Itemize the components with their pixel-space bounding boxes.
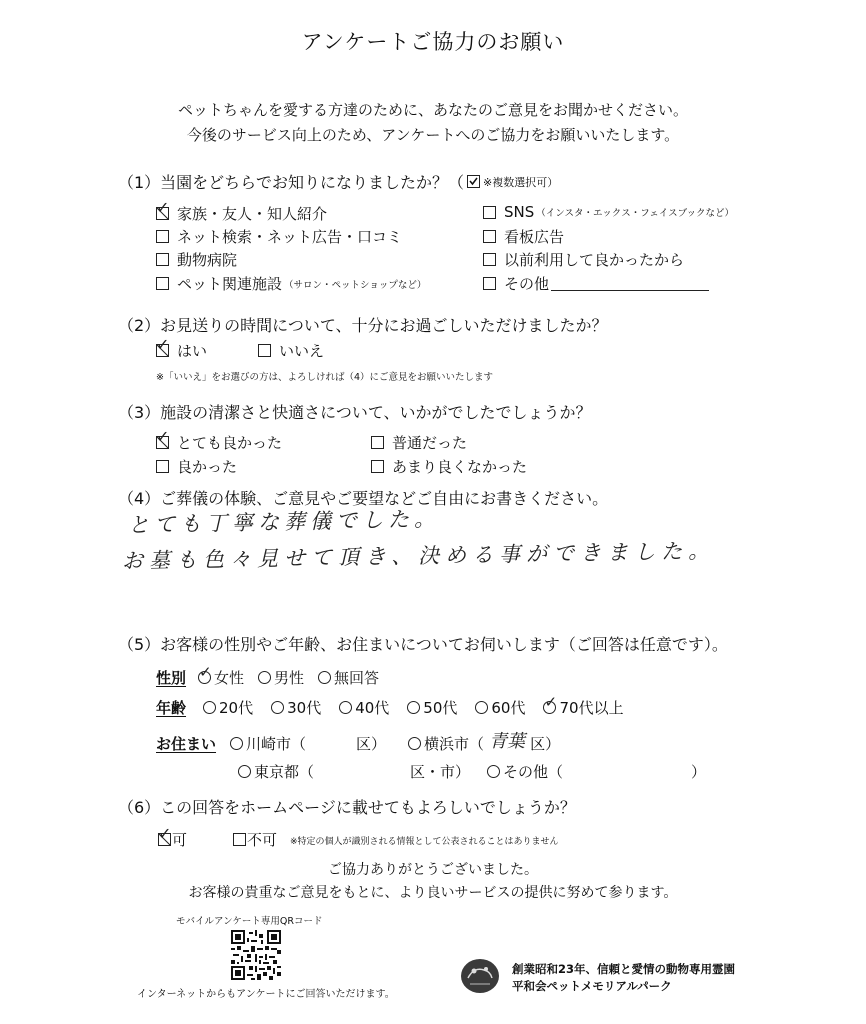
checkbox-icon[interactable]	[483, 206, 496, 219]
residence-label: お住まい	[156, 734, 217, 753]
option-label: 可	[172, 831, 188, 849]
checkbox-checked-icon[interactable]	[156, 198, 170, 220]
checkbox-icon[interactable]	[233, 833, 246, 846]
handwritten-check-icon: ✓	[156, 335, 170, 354]
age-70s-plus[interactable]	[543, 693, 624, 718]
option-sub: （インスタ・エックス・フェイスブックなど）	[536, 208, 734, 219]
radio-icon[interactable]	[475, 701, 488, 714]
intro-line-2: 今後のサービス向上のため、アンケートへのご協力をお願いいたします。	[186, 126, 680, 144]
checkbox-icon[interactable]	[483, 230, 496, 243]
yokohama-label: 横浜市（	[424, 734, 485, 753]
residence-other[interactable]	[487, 761, 706, 782]
option-label: 20代	[219, 699, 254, 717]
q1-option-family[interactable]	[156, 198, 328, 224]
option-label: 40代	[355, 699, 390, 717]
radio-icon[interactable]	[318, 671, 331, 684]
q1-option-other[interactable]	[483, 273, 709, 294]
qr-caption: モバイルアンケート専用QRコード	[176, 916, 323, 927]
kawasaki-ward-label: 区）	[356, 734, 387, 753]
internet-note: インターネットからもアンケートにご回答いただけます。	[137, 989, 395, 1000]
option-label: 女性	[214, 669, 245, 687]
q1-question-text: （1）当園をどちらでお知りになりましたか？（	[118, 173, 465, 192]
age-20s[interactable]	[203, 697, 253, 718]
option-label: ネット検索・ネット広告・口コミ	[177, 228, 403, 246]
page-title: アンケートご協力のお願い	[301, 30, 565, 54]
other-label: その他（	[503, 763, 564, 781]
other-close: ）	[691, 763, 707, 781]
checkbox-icon[interactable]	[156, 277, 169, 290]
option-label: 不可	[247, 831, 278, 849]
age-label: 年齢	[156, 699, 187, 717]
option-label: あまり良くなかった	[392, 458, 528, 476]
handwritten-check-icon: ✓	[156, 198, 170, 217]
q4-handwritten-line-1[interactable]: とても丁寧な葬儀でした。	[127, 506, 441, 538]
option-label: その他	[504, 275, 550, 293]
radio-icon[interactable]	[203, 701, 216, 714]
q3-option-good[interactable]	[156, 456, 237, 477]
q1-option-pet-facility[interactable]	[156, 273, 426, 294]
radio-icon[interactable]	[487, 765, 500, 778]
checkbox-icon[interactable]	[371, 460, 384, 473]
closing-text: お客様の貴重なご意見をもとに、より良いサービスの提供に努めて参ります。	[188, 885, 678, 901]
gender-male[interactable]	[258, 667, 304, 688]
q2-question: （2）お見送りの時間について、十分にお過ごしいただけましたか？	[118, 316, 608, 335]
thanks-text: ご協力ありがとうございました。	[328, 862, 538, 878]
multi-select-checkbox-icon	[467, 175, 480, 188]
age-60s[interactable]	[475, 697, 525, 718]
q6-option-deny[interactable]	[233, 829, 277, 850]
q4-question: （4）ご葬儀の体験、ご意見やご要望などご自由にお書きください。	[118, 489, 609, 508]
q6-question: （6）この回答をホームページに載せてもよろしいでしょうか？	[118, 798, 576, 817]
intro-line-1: ペットちゃんを愛する方達のために、あなたのご意見をお聞かせください。	[177, 101, 688, 119]
checkbox-icon[interactable]	[371, 436, 384, 449]
gender-female[interactable]	[198, 663, 245, 688]
tokyo-label: 東京都（	[254, 763, 315, 781]
option-label: 看板広告	[504, 228, 565, 246]
checkbox-icon[interactable]	[483, 253, 496, 266]
option-label: ペット関連施設	[177, 275, 283, 293]
option-label: 無回答	[334, 669, 380, 687]
residence-tokyo[interactable]	[238, 761, 470, 782]
residence-row-1	[156, 730, 560, 756]
company-line-1: 創業昭和23年、信頼と愛情の動物専用霊園	[512, 962, 736, 976]
q6-note: ※特定の個人が識別される情報として公表されることはありません	[290, 837, 559, 847]
company-line-2: 平和会ペットメモリアルパーク	[512, 979, 672, 993]
q2-option-yes[interactable]	[156, 335, 208, 361]
q5-question: （5）お客様の性別やご年齢、お住まいについてお伺いします（ご回答は任意です）。	[118, 635, 728, 654]
radio-icon[interactable]	[408, 737, 421, 750]
option-label: SNS	[504, 203, 535, 221]
gender-row	[156, 663, 380, 688]
checkbox-icon[interactable]	[156, 230, 169, 243]
q3-option-very-good[interactable]	[156, 427, 283, 453]
qr-code-icon[interactable]	[231, 930, 281, 980]
radio-checked-icon[interactable]	[198, 663, 212, 684]
option-label: 50代	[423, 699, 458, 717]
age-row	[156, 693, 624, 718]
kawasaki-label: 川崎市（	[246, 734, 307, 753]
option-label: 普通だった	[392, 434, 468, 452]
gender-label: 性別	[156, 669, 187, 687]
option-label: 良かった	[177, 458, 238, 476]
option-label: 家族・友人・知人紹介	[177, 205, 328, 223]
handwritten-check-icon: ✓	[156, 427, 170, 446]
q6-option-allow[interactable]	[158, 824, 188, 850]
q2-note: ※「いいえ」をお選びの方は、よろしければ（4）にご意見をお願いいたします	[156, 372, 494, 383]
checkbox-checked-icon[interactable]	[158, 824, 172, 846]
option-label: 動物病院	[177, 251, 238, 269]
option-label: 60代	[491, 699, 526, 717]
yokohama-ward-label: 区）	[530, 734, 561, 753]
residence-yokohama[interactable]	[408, 730, 560, 756]
option-label: 30代	[287, 699, 322, 717]
q1-option-vet[interactable]	[156, 249, 237, 270]
checkbox-checked-icon[interactable]	[156, 427, 170, 449]
radio-icon[interactable]	[339, 701, 352, 714]
age-50s[interactable]	[407, 697, 457, 718]
q3-question: （3）施設の清潔さと快適さについて、いかがでしたでしょうか？	[118, 403, 592, 422]
radio-icon[interactable]	[238, 765, 251, 778]
age-40s[interactable]	[339, 697, 389, 718]
q1-option-net[interactable]	[156, 226, 402, 247]
q1-option-previous[interactable]	[483, 249, 684, 270]
q3-option-normal[interactable]	[371, 432, 467, 453]
q3-option-not-good[interactable]	[371, 456, 527, 477]
handwritten-check-icon: ✓	[199, 663, 212, 681]
q1-question	[118, 170, 558, 193]
q1-option-signboard[interactable]	[483, 226, 564, 247]
option-label: はい	[177, 342, 208, 360]
radio-checked-icon[interactable]	[543, 693, 558, 714]
checkbox-icon[interactable]	[156, 253, 169, 266]
handwritten-check-icon: ✓	[544, 693, 558, 711]
radio-icon[interactable]	[258, 671, 271, 684]
yokohama-ward-handwritten[interactable]: 青葉	[489, 731, 526, 752]
option-label: いいえ	[279, 342, 325, 360]
option-sub: （サロン・ペットショップなど）	[284, 279, 427, 291]
pet-memorial-logo-icon	[460, 958, 500, 994]
radio-icon[interactable]	[230, 737, 243, 750]
tokyo-ward-label: 区・市）	[410, 763, 471, 781]
option-label: 以前利用して良かったから	[504, 251, 685, 269]
checkbox-icon[interactable]	[258, 344, 271, 357]
option-label: 男性	[274, 669, 305, 687]
residence-row-2	[238, 761, 706, 782]
checkbox-icon[interactable]	[156, 460, 169, 473]
checkbox-checked-icon[interactable]	[156, 335, 170, 357]
q2-option-no[interactable]	[258, 340, 324, 361]
gender-no-answer[interactable]	[318, 667, 379, 688]
q4-handwritten-line-2[interactable]: お墓も色々見せて頂き、決める事ができました。	[121, 538, 716, 574]
age-30s[interactable]	[271, 697, 321, 718]
residence-kawasaki[interactable]	[230, 733, 386, 754]
handwritten-check-icon: ✓	[158, 824, 172, 843]
radio-icon[interactable]	[407, 701, 420, 714]
q1-option-sns[interactable]	[483, 203, 734, 221]
q1-multi-note: ※複数選択可）	[483, 175, 559, 189]
checkbox-icon[interactable]	[483, 277, 496, 290]
option-label: 70代以上	[559, 699, 624, 717]
radio-icon[interactable]	[271, 701, 284, 714]
option-label: とても良かった	[177, 434, 283, 452]
other-text-line[interactable]	[551, 276, 709, 291]
